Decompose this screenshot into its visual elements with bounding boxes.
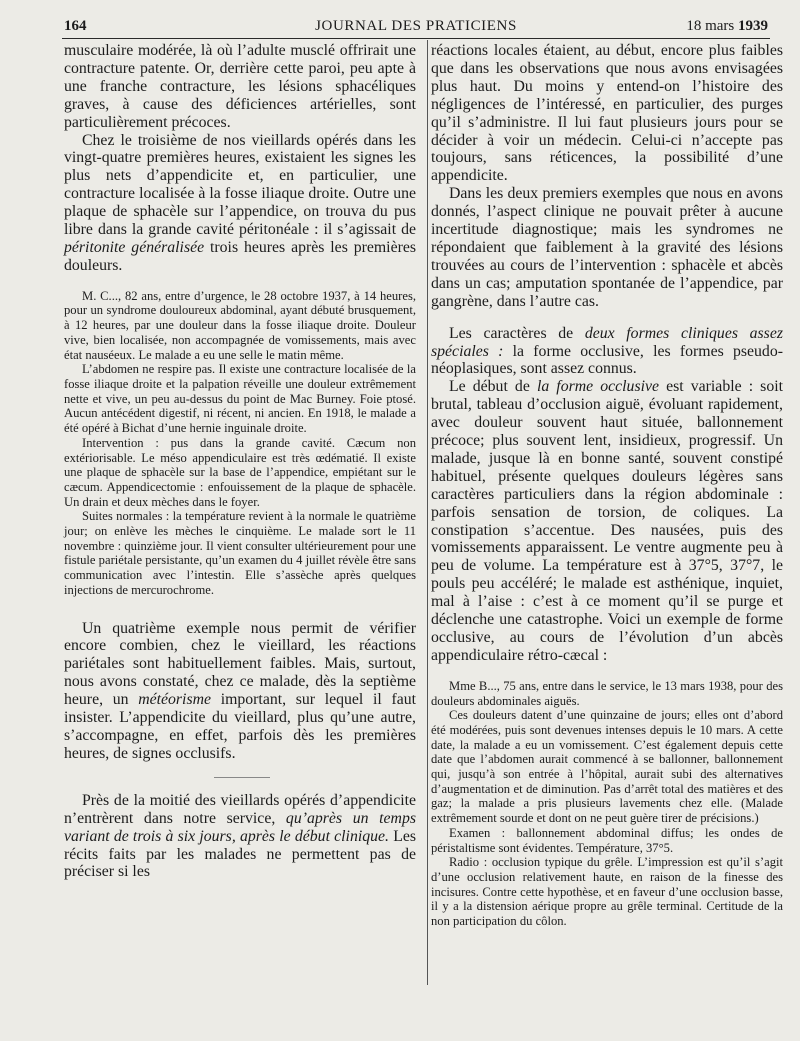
italic-run: deux formes cliniques assez spéciales : xyxy=(431,324,783,360)
section-separator xyxy=(214,777,270,778)
text-run: important, sur lequel il faut insister. L’appendicite du vieillard, plus qu’une autre, s’accompagne, en effet, parfois dès les premières heures, de signes occlusifs. xyxy=(64,691,417,762)
paragraph xyxy=(431,325,783,379)
case-report-paragraph: Mme B..., 75 ans, entre dans le service, le 13 mars 1938, pour des douleurs abdominales aiguës. xyxy=(431,678,783,708)
issue-date xyxy=(686,18,768,35)
italic-run: la forme occlusive xyxy=(536,378,660,396)
text-run: la forme occlusive, les formes pseudo-néoplasiques, sont assez connus. xyxy=(431,342,783,378)
running-header xyxy=(64,14,768,38)
italic-run: qu’après un temps variant de trois à six jours, après le début clinique. xyxy=(64,809,416,845)
text-run: Les caractères de xyxy=(449,324,585,342)
case-report-paragraph: Ces douleurs datent d’une quinzaine de jours; elles ont d’abord été modérées, puis sont devenues intenses depuis le 10 mars. A cette date, la malade a eu un vomissement. C’est également depuis cette date que l’abdomen aurait commencé à se ballonner, ballonnement qui, jusqu’à son entrée à l’hôpital, aurait subi des alternatives d’augmentation et de diminution. Pas d’arrêt total des matières et des gaz; la malade a pris plusieurs lavements chez elle. (Malade extrêmement sourde et dont on ne peut guère tirer de précisions.) xyxy=(431,708,783,826)
left-column xyxy=(64,42,416,881)
text-run: est variable : soit brutal, tableau d’occlusion aiguë, évoluant rapidement, avec douleur souvent haut située, ballonnement précoce; plus souvent lent, insidieux, progressif. Un malade, jusque là en bonne santé, souvent constipé habituel, présente quelques douleurs légères sans caractères particuliers dans la région abdominale : parfois sensation de torsion, de coliques. La constipation s’accentue. Des nausées, puis des vomissements apparaissent. Le ventre augmente peu à peu de volume. La température est à 37°5, 37°7, le pouls peu accéléré; le malade est asthénique, inquiet, mal à l’aise : c’est à ce moment qu’il se purge et déclenche une catastrophe. Voici un exemple de forme occlusive, au cours de l’évolution d’un abcès appendiculaire rétro-cæcal : xyxy=(431,378,784,664)
case-report-paragraph: Suites normales : la température revient à la normale le quatrième jour; on enlève les mèches le cinquième. Le malade sort le 11 novembre : quinzième jour. Il vient consulter ultérieurement pour une fistule pariétale persistante, qu’un examen du 4 juillet révèle être sans communication avec l’intestin. Elle s’assèche après quelques injections de mercurochrome. xyxy=(64,509,416,597)
case-report-paragraph: Intervention : pus dans la grande cavité. Cæcum non extériorisable. Le méso appendiculaire est très œdématié. Il existe une plaque de sphacèle sur la base de l’appendice, empiétant sur le cæcum. Appendicectomie : enfouissement de la plaque de sphacèle. Un drain et deux mèches dans le foyer. xyxy=(64,435,416,509)
text-run: trois heures après les premières douleurs. xyxy=(64,238,416,274)
journal-title: JOURNAL DES PRATICIENS xyxy=(315,18,517,34)
paragraph xyxy=(64,132,416,275)
paragraph xyxy=(64,792,416,882)
paragraph: Dans les deux premiers exemples que nous en avons donnés, l’aspect clinique ne pouvait prêter à aucune incertitude diagnostique; mais les syndromes ne répondaient que faiblement à la gravité des lésions trouvées au cours de l’intervention : sphacèle et abcès dans un cas; amputation spontanée de l’appendice, par gangrène, dans l’autre cas. xyxy=(431,185,783,310)
right-column xyxy=(431,42,783,929)
paragraph: réactions locales étaient, au début, encore plus faibles que dans les observations que nous avons envisagées plus haut. Du moins y entend-on l’histoire des négligences de l’intéressé, en particulier, des purges qu’il s’administre. Il lui faut plusieurs jours pour se décider à voir un médecin. Celui-ci n’accepte pas toujours, sans réticences, la possibilité d’une appendicite. xyxy=(431,42,783,185)
paragraph xyxy=(431,378,783,665)
page-number: 164 xyxy=(64,18,87,34)
column-divider xyxy=(427,40,428,985)
case-report-paragraph: Radio : occlusion typique du grêle. L’impression est qu’il s’agit d’une occlusion relativement haute, en raison de la finesse des incisures. Contre cette hypothèse, et en faveur d’une occlusion basse, il y a la distension aérique propre au grêle terminal. Certitude de la non participation du côlon. xyxy=(431,855,783,929)
italic-run: péritonite généralisée xyxy=(64,238,205,256)
text-run: Le début de xyxy=(449,378,537,396)
case-report-paragraph: M. C..., 82 ans, entre d’urgence, le 28 octobre 1937, à 14 heures, pour un syndrome douloureux abdominal, ayant débuté brusquement, à 12 heures, par une douleur dans la fosse iliaque droite. Douleur vive, bien localisée, non accompagnée de vomissements, mais avec état nauséeux. Le malade a eu une selle le matin même. xyxy=(64,288,416,362)
text-run: Les récits faits par les malades ne permettent pas de préciser si les xyxy=(64,827,417,881)
text-run: Un quatrième exemple nous permit de vérifier encore combien, chez le vieillard, les réactions pariétales sont habituellement faibles. Mais, surtout, nous avons constaté, chez ce malade, dès la septième heure, un xyxy=(64,619,416,709)
paragraph xyxy=(64,620,416,763)
case-report-paragraph: L’abdomen ne respire pas. Il existe une contracture localisée de la fosse iliaque droite et la palpation réveille une douleur extrêmement nette et vive, un peu au-dessus du point de Mac Burney. Foie ptosé. Aucun antécédent digestif, ni récent, ni ancien. En 1918, le malade a été opéré à Bichat d’une hernie inguinale droite. xyxy=(64,362,416,436)
issue-date-day-month: 18 mars xyxy=(686,18,738,34)
case-report-paragraph: Examen : ballonnement abdominal diffus; les ondes de péristaltisme sont évidentes. Température, 37°5. xyxy=(431,825,783,855)
text-run: Près de la moitié des vieillards opérés d’appendicite n’entrèrent dans notre service, xyxy=(64,791,416,827)
italic-run: météorisme xyxy=(138,691,212,709)
text-run: Chez le troisième de nos vieillards opérés dans les vingt-quatre premières heures, existaient les signes les plus nets d’appendicite et, en particulier, une contracture localisée à la fosse iliaque droite. Outre une plaque de sphacèle sur l’appendice, on trouva du pus libre dans la grande cavité péritonéale : il s’agissait de xyxy=(64,131,416,239)
issue-date-year: 1939 xyxy=(738,18,768,34)
header-rule xyxy=(62,38,770,39)
paragraph: musculaire modérée, là où l’adulte musclé offrirait une contracture patente. Or, derrière cette paroi, peu apte à une franche contracture, les lésions sphacéliques graves, à cause des déficiences artérielles, sont particulièrement précoces. xyxy=(64,42,416,131)
